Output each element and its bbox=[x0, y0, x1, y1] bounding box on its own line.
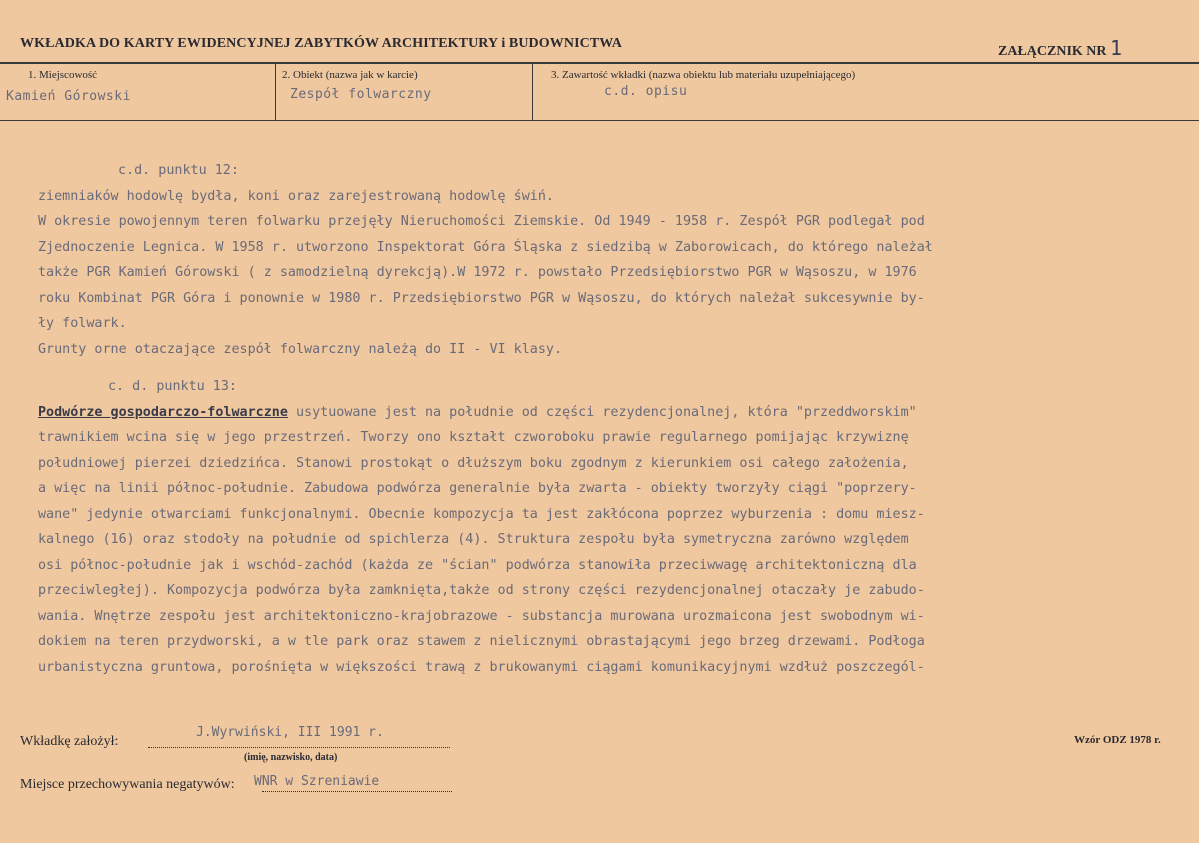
author-dotted-line bbox=[148, 746, 450, 748]
author-value: J.Wyrwiński, III 1991 r. bbox=[196, 725, 384, 740]
section-heading-13: c. d. punktu 13: bbox=[108, 379, 237, 394]
form-title: WKŁADKA DO KARTY EWIDENCYJNEJ ZABYTKÓW ARCHITEKTURY i BUDOWNICTWA bbox=[20, 36, 623, 51]
object-label: 2. Obiekt (nazwa jak w karcie) bbox=[282, 69, 418, 81]
annex-label bbox=[998, 36, 1122, 60]
body-line: osi północ-południe jak i wschód-zachód (każda ze "ścian" podwórza stanowiła przeciwwagę architektoniczną dla bbox=[38, 557, 917, 573]
body-line: roku Kombinat PGR Góra i ponownie w 1980 r. Przedsiębiorstwo PGR w Wąsoszu, do których należał sukcesywnie by- bbox=[38, 290, 925, 306]
content-value: c.d. opisu bbox=[604, 84, 688, 99]
author-label: Wkładkę założył: bbox=[20, 734, 119, 749]
body-line: trawnikiem wcina się w jego przestrzeń. Tworzy ono kształt czworoboku prawie regularnego pomijając krzywiznę bbox=[38, 430, 909, 445]
field-divider-2 bbox=[532, 63, 533, 121]
object-value: Zespół folwarczny bbox=[290, 87, 432, 102]
body-line: południowej pierzei dziedzińca. Stanowi prostokąt o dłuższym boku zgodnym z kierunkiem osi całego założenia, bbox=[38, 455, 909, 471]
body-line: wania. Wnętrze zespołu jest architektoniczno-krajobrazowe - substancja murowana urozmaicona jest swobodnym wi- bbox=[38, 608, 925, 624]
body-line: W okresie powojennym teren folwarku przejęły Nieruchomości Ziemskie. Od 1949 - 1958 r. Zespół PGR podlegał pod bbox=[38, 214, 925, 229]
body-line: urbanistyczna gruntowa, porośnięta w większości trawą z brukowanymi ciągami komunikacyjnymi wzdłuż poszczegól- bbox=[38, 659, 925, 675]
author-hint: (imię, nazwisko, data) bbox=[244, 752, 338, 763]
body-line: Grunty orne otaczające zespół folwarczny należą do II - VI klasy. bbox=[38, 341, 563, 357]
annex-number: 1 bbox=[1110, 36, 1123, 60]
body-line: dokiem na teren przydworski, a w tle park oraz stawem z nielicznymi obrastającymi jego brzeg drzewami. Podłoga bbox=[38, 634, 925, 649]
body-line bbox=[38, 400, 1168, 426]
fields-rule bbox=[0, 120, 1199, 121]
body-line-rest: usytuowane jest na południe od części rezydencjonalnej, która "przeddworskim" bbox=[287, 404, 917, 420]
body-line: wane" jedynie otwarciami funkcjonalnymi. Obecnie kompozycja ta jest zakłócona poprzez wyburzenia : domu miesz- bbox=[38, 506, 925, 522]
form-code: Wzór ODZ 1978 r. bbox=[1074, 734, 1161, 746]
body-line: także PGR Kamień Górowski ( z samodzielną dyrekcją).W 1972 r. powstało Przedsiębiorstwo PGR w Wąsoszu, w 1976 bbox=[38, 265, 917, 280]
body-line: a więc na linii północ-południe. Zabudowa podwórza generalnie była zwarta - obiekty tworzyły ciągi "poprzery- bbox=[38, 481, 917, 496]
header-rule bbox=[0, 62, 1199, 64]
body-line: ły folwark. bbox=[38, 316, 127, 331]
storage-dotted-line bbox=[262, 790, 452, 792]
body-line: ziemniaków hodowlę bydła, koni oraz zarejestrowaną hodowlę świń. bbox=[38, 188, 554, 204]
storage-value: WNR w Szreniawie bbox=[254, 774, 380, 789]
locality-label: 1. Miejscowość bbox=[28, 69, 98, 81]
description-body bbox=[38, 158, 1168, 680]
underlined-heading: Podwórze gospodarczo-folwarczne bbox=[38, 404, 288, 420]
field-divider-1 bbox=[275, 63, 276, 121]
section-heading-12: c.d. punktu 12: bbox=[118, 163, 239, 178]
annex-label-text: ZAŁĄCZNIK NR bbox=[998, 44, 1107, 59]
body-line: Zjednoczenie Legnica. W 1958 r. utworzono Inspektorat Góra Śląska z siedzibą w Zaborowicach, do którego należał bbox=[38, 239, 933, 255]
body-line: kalnego (16) oraz stodoły na południe od spichlerza (4). Struktura zespołu była symetryczna zarówno względem bbox=[38, 532, 909, 547]
locality-value: Kamień Górowski bbox=[6, 89, 131, 104]
content-label: 3. Zawartość wkładki (nazwa obiektu lub materiału uzupełniającego) bbox=[551, 69, 856, 81]
storage-label: Miejsce przechowywania negatywów: bbox=[20, 777, 235, 792]
body-line: przeciwległej). Kompozycja podwórza była zamknięta,także od strony części rezydencjonalnej otaczały je zabudo- bbox=[38, 583, 925, 598]
